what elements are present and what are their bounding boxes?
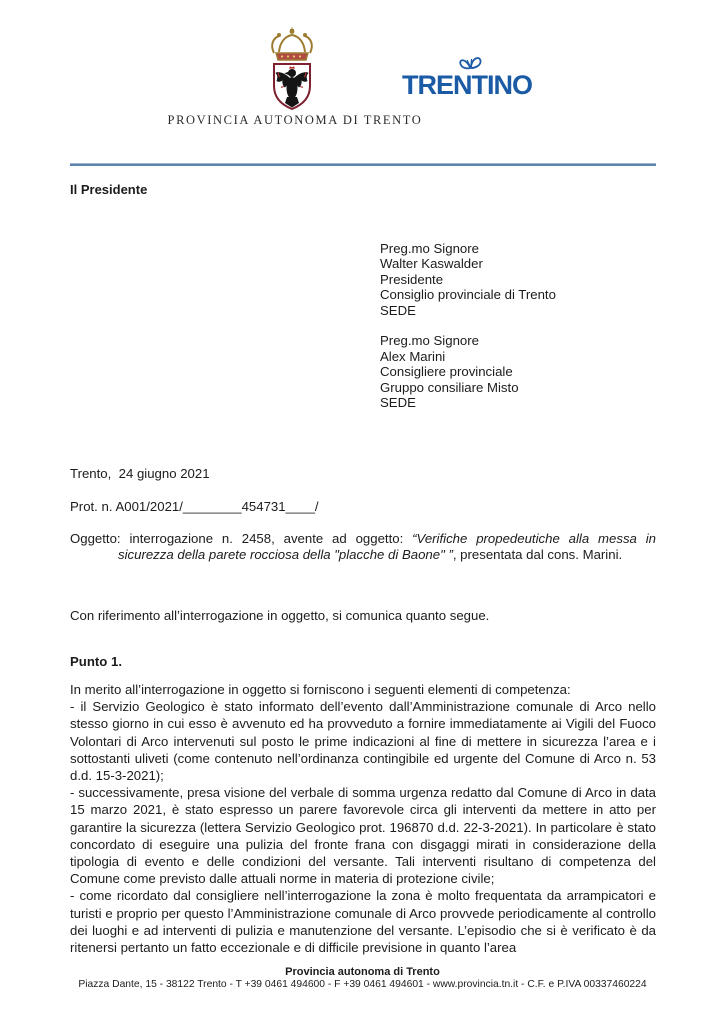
recipient-line: SEDE bbox=[380, 302, 416, 318]
recipient-line: Preg.mo Signore bbox=[380, 333, 479, 349]
recipient-line: Gruppo consiliare Misto bbox=[380, 379, 519, 395]
footer-address: Piazza Dante, 15 - 38122 Trento - T +39 0461 494600 - F +39 0461 494601 - www.provincia.tn.it - C.F. e P.IVA 00337460224 bbox=[78, 979, 647, 990]
subject-text-normal: interrogazione n. 2458, avente ad oggetto: bbox=[120, 531, 413, 546]
letter-body bbox=[70, 681, 656, 956]
footer-org: Provincia autonoma di Trento bbox=[285, 966, 440, 978]
body-paragraph: - il Servizio Geologico è stato informato dell’evento dall’Amministrazione comunale di Arco nello stesso giorno in cui esso è avvenuto ed ha provveduto a fornire immediatamente ai Vigili del Fuoco Volontari di Arco intervenuti sul posto le prime indicazioni al fine di mettere in sicurezza l’area e i sottostanti uliveti (come contenuto nell’ordinanza contingibile ed urgente del Comune di Arco n. 53 d.d. 15-3-2021); bbox=[70, 699, 656, 784]
sender-role: Il Presidente bbox=[70, 182, 148, 197]
body-paragraph: In merito all’interrogazione in oggetto si forniscono i seguenti elementi di competenza: bbox=[70, 682, 571, 697]
recipient-line: Preg.mo Signore bbox=[380, 241, 479, 256]
body-paragraph: - come ricordato dal consigliere nell’interrogazione la zona è molto frequentata da arrampicatori e turisti e proprio per questo l’Amministrazione comunale di Arco provvede periodicamente al controllo dei luoghi e ad interventi di pulizia e manutenzione del versante. L’episodio che si è verificato è da ritenersi pertanto un fatto eccezionale e di difficile previsione in quanto l’area bbox=[70, 888, 656, 956]
recipient-line: Consiglio provinciale di Trento bbox=[380, 287, 556, 303]
recipient-line: Consigliere provinciale bbox=[380, 364, 513, 380]
header-rule bbox=[70, 163, 656, 166]
recipient-line: SEDE bbox=[380, 395, 416, 411]
trentino-logo bbox=[402, 57, 552, 105]
recipient-line: Alex Marini bbox=[380, 348, 446, 364]
subject-text-italic: “Verifiche propedeutiche alla messa in sicurezza della parete rocciosa della "placche di Baone" ” bbox=[118, 531, 656, 562]
body-paragraph: - successivamente, presa visione del verbale di somma urgenza redatto dal Comune di Arco in data 15 marzo 2021, è stato espresso un parere favorevole circa gli interventi da mettere in atto per garantire la sicurezza (lettera Servizio Geologico prot. 196870 d.d. 22-3-2021). In particolare è stato concordato di eseguire una pulizia del fronte frana con disgaggi mirati in considerazione della tipologia di evento e delle condizioni del versante. Tali interventi risultano di competenza del Comune come previsto dalle attuali norme in materia di protezione civile; bbox=[70, 785, 656, 887]
provincia-caption: PROVINCIA AUTONOMA DI TRENTO bbox=[167, 113, 423, 127]
trentino-wordmark: TRENTINO bbox=[402, 70, 532, 100]
subject-text-normal-2: , presentata dal cons. Marini. bbox=[452, 546, 623, 562]
subject-label: Oggetto: bbox=[70, 531, 121, 546]
section-heading: Punto 1. bbox=[70, 654, 123, 669]
footer bbox=[0, 966, 725, 990]
recipient-line: Presidente bbox=[380, 271, 444, 287]
coat-of-arms-icon bbox=[246, 26, 338, 112]
subject bbox=[70, 531, 656, 562]
protocol-line: Prot. n. A001/2021/________454731____/ bbox=[70, 499, 319, 514]
intro-paragraph: Con riferimento all’interrogazione in oggetto, si comunica quanto segue. bbox=[70, 608, 490, 623]
recipient-line: Walter Kaswalder bbox=[380, 256, 483, 272]
recipient-block bbox=[380, 241, 556, 318]
recipients bbox=[380, 241, 556, 410]
dateline: Trento, 24 giugno 2021 bbox=[70, 466, 210, 481]
recipient-block bbox=[380, 333, 556, 410]
